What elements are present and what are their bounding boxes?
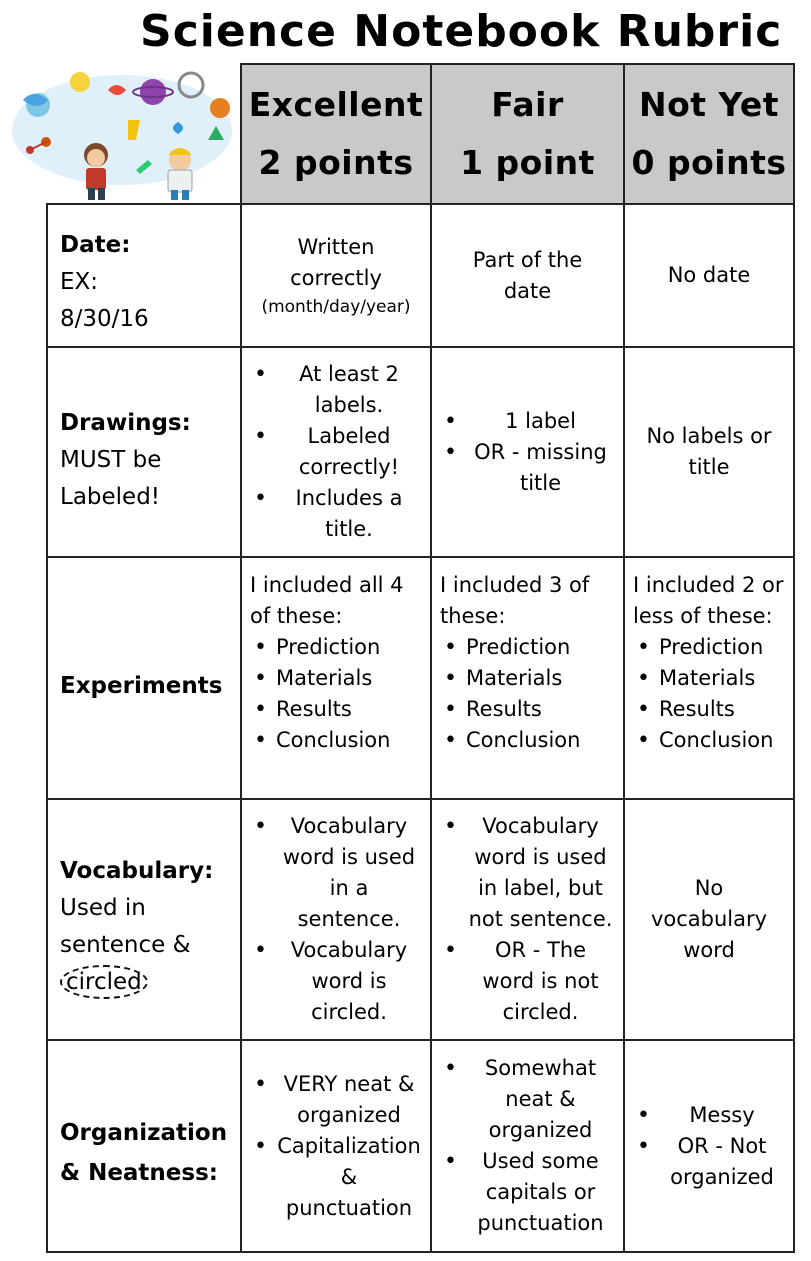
cell-intro: I included all 4 of these: (250, 573, 404, 628)
criterion-name: Experiments (60, 672, 223, 699)
experiments-not-yet-cell (624, 557, 794, 799)
cell-note: (month/day/year) (261, 296, 411, 317)
page-title: Science Notebook Rubric (140, 6, 783, 57)
experiments-fair-cell (431, 557, 624, 799)
cell-text: No date (667, 263, 751, 287)
list-item: • Materials (250, 663, 422, 694)
rubric-row-organization (47, 1040, 794, 1252)
list-item: • Used some capitals or punctuation (440, 1146, 615, 1239)
rubric-header-row (47, 64, 794, 204)
criterion-detail: sentence & (60, 931, 191, 958)
header-excellent (241, 64, 431, 204)
list-item: • Capitalization & punctuation (250, 1131, 422, 1224)
criterion-experiments (47, 557, 241, 799)
vocabulary-excellent-cell (241, 799, 431, 1040)
header-excellent-label: Excellent (248, 85, 424, 124)
list-item: • Vocabulary word is circled. (250, 935, 422, 1028)
cell-text: correctly (290, 265, 382, 290)
header-fair-points: 1 point (460, 143, 595, 182)
list-item: • VERY neat & organized (250, 1069, 422, 1131)
bullet-list (440, 632, 615, 756)
rubric-table (46, 63, 795, 1253)
bullet-list (250, 632, 422, 756)
header-fair (431, 64, 624, 204)
organization-fair-cell (431, 1040, 624, 1252)
criterion-detail: EX: (60, 269, 99, 295)
drawings-excellent-cell (241, 347, 431, 557)
bullet-list (440, 1053, 615, 1239)
date-not-yet-cell (624, 204, 794, 347)
cell-intro: I included 2 or less of these: (633, 573, 784, 628)
list-item: • Vocabulary word is used in a sentence. (250, 811, 422, 935)
list-item: • Results (440, 694, 615, 725)
cell-text: Part of the date (472, 247, 583, 303)
criterion-detail: 8/30/16 (60, 306, 149, 332)
organization-not-yet-cell (624, 1040, 794, 1252)
criterion-name: Date: (60, 232, 131, 258)
header-fair-label: Fair (491, 85, 564, 124)
list-item: • Prediction (250, 632, 422, 663)
list-item: • 1 label (440, 406, 615, 437)
experiments-excellent-cell (241, 557, 431, 799)
criterion-date (47, 204, 241, 347)
list-item: • Vocabulary word is used in label, but not sentence. (440, 811, 615, 935)
criterion-name: Organization & Neatness: (60, 1120, 228, 1186)
date-fair-cell (431, 204, 624, 347)
cell-text: No labels or title (646, 424, 772, 479)
vocabulary-not-yet-cell (624, 799, 794, 1040)
header-not-yet-points: 0 points (631, 143, 787, 182)
rubric-row-experiments (47, 557, 794, 799)
criterion-name: Vocabulary: (60, 857, 214, 884)
list-item: • Materials (633, 663, 785, 694)
bullet-list (633, 632, 785, 756)
criterion-name: Drawings: (60, 409, 191, 436)
organization-excellent-cell (241, 1040, 431, 1252)
header-not-yet-label: Not Yet (638, 85, 780, 124)
header-not-yet (624, 64, 794, 204)
date-excellent-cell (241, 204, 431, 347)
rubric-row-drawings (47, 347, 794, 557)
list-item: • Somewhat neat & organized (440, 1053, 615, 1146)
list-item: • Conclusion (440, 725, 615, 756)
header-excellent-points: 2 points (258, 143, 414, 182)
list-item: • OR - missing title (440, 437, 615, 499)
bullet-list (633, 1100, 785, 1193)
drawings-fair-cell (431, 347, 624, 557)
list-item: • Prediction (633, 632, 785, 663)
rubric-row-date (47, 204, 794, 347)
drawings-not-yet-cell (624, 347, 794, 557)
list-item: • At least 2 labels. (250, 359, 422, 421)
bullet-list (440, 406, 615, 499)
bullet-list (250, 811, 422, 1028)
list-item: • Materials (440, 663, 615, 694)
criterion-drawings (47, 347, 241, 557)
vocabulary-fair-cell (431, 799, 624, 1040)
cell-intro: I included 3 of these: (440, 573, 590, 628)
list-item: • OR - The word is not circled. (440, 935, 615, 1028)
list-item: • OR - Not organized (633, 1131, 785, 1193)
criterion-detail: Used in (60, 894, 146, 921)
bullet-list (250, 1069, 422, 1224)
list-item: • Conclusion (250, 725, 422, 756)
list-item: • Results (250, 694, 422, 725)
list-item: • Messy (633, 1100, 785, 1131)
list-item: • Includes a title. (250, 483, 422, 545)
criterion-detail: MUST be (60, 446, 162, 473)
list-item: • Conclusion (633, 725, 785, 756)
criterion-detail: Labeled! (60, 483, 161, 510)
list-item: • Results (633, 694, 785, 725)
list-item: • Prediction (440, 632, 615, 663)
rubric-row-vocabulary (47, 799, 794, 1040)
bullet-list (440, 811, 615, 1028)
header-blank-cell (47, 64, 241, 204)
list-item: • Labeled correctly! (250, 421, 422, 483)
circled-word: circled (60, 965, 148, 999)
criterion-vocabulary (47, 799, 241, 1040)
cell-text: Written (297, 234, 375, 259)
cell-text: No vocabulary word (650, 876, 768, 962)
bullet-list (250, 359, 422, 545)
criterion-organization (47, 1040, 241, 1252)
